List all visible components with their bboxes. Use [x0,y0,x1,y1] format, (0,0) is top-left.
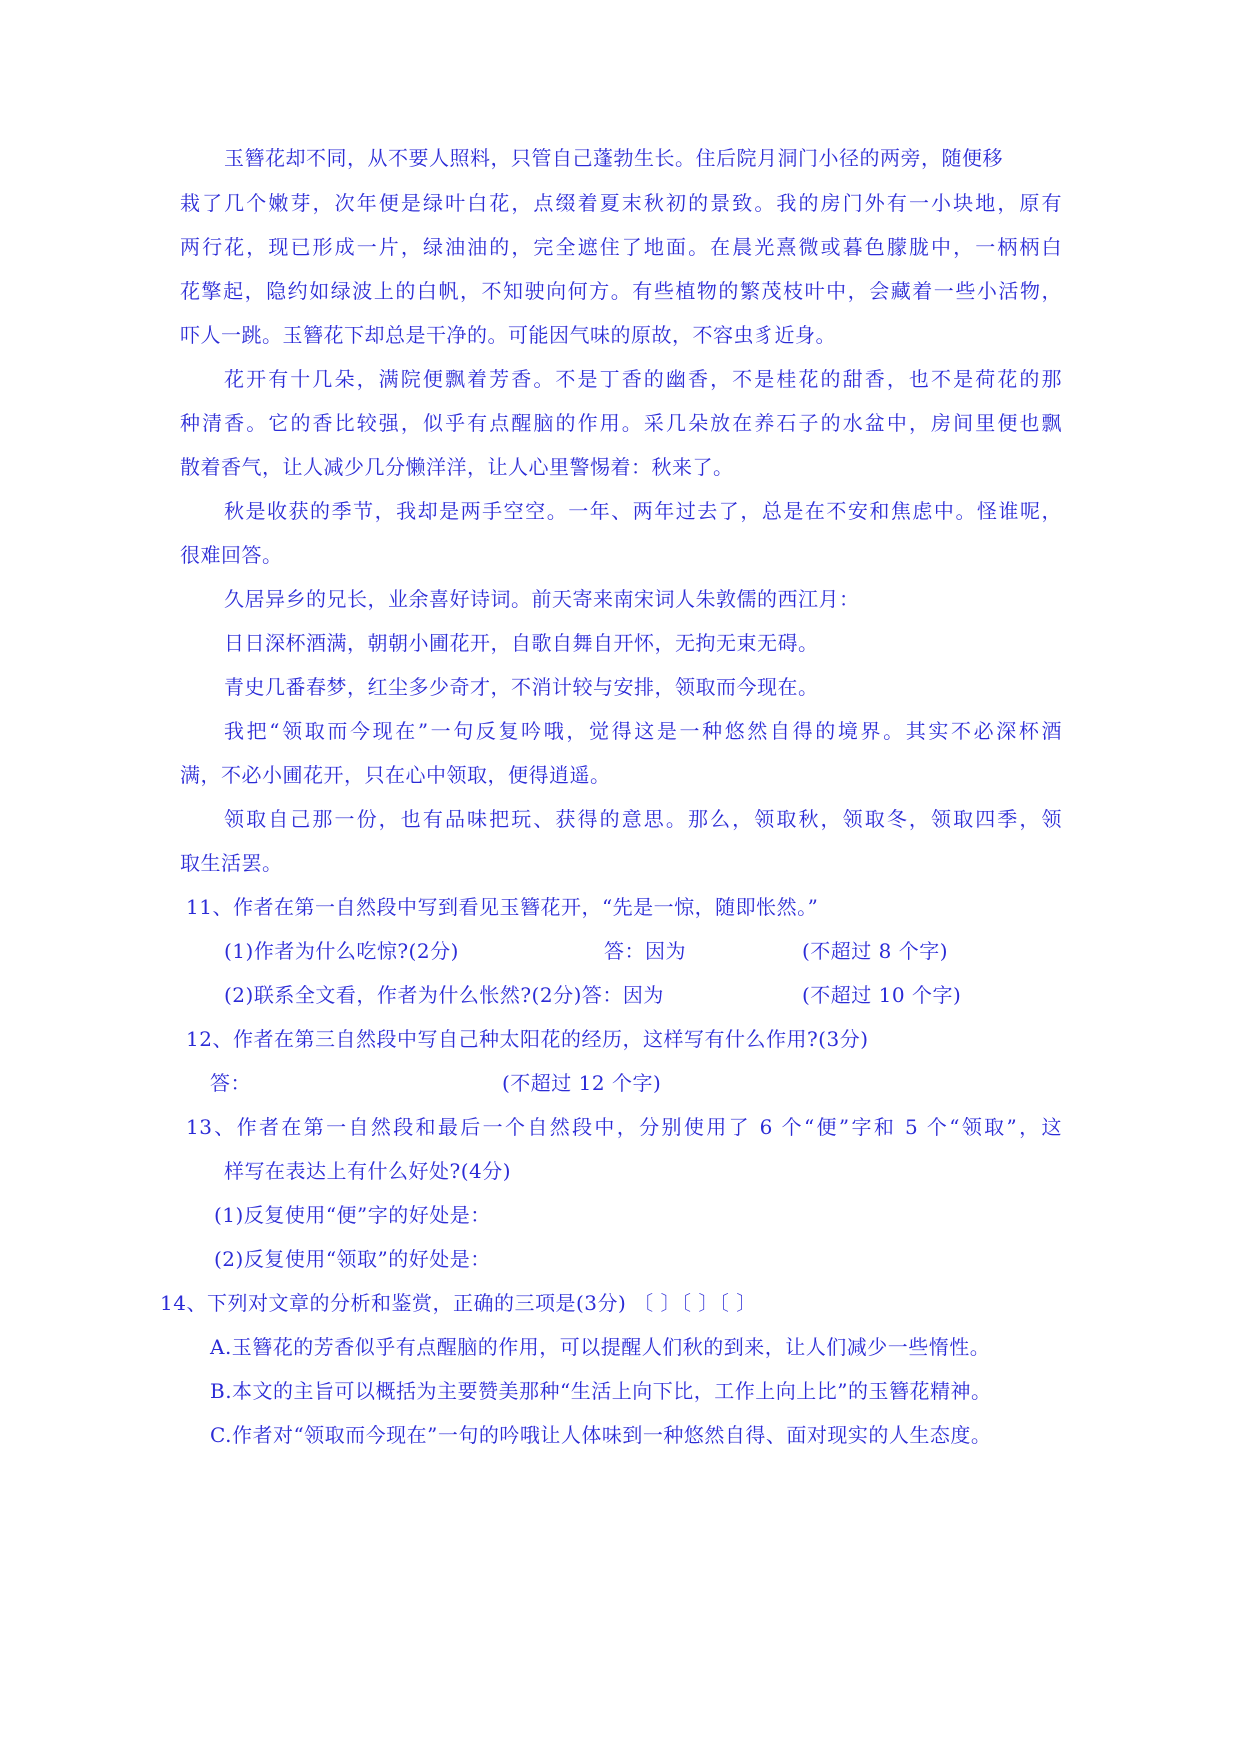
p2-line-3: 散着香气，让人减少几分懒洋洋，让人心里警惕着：秋来了。 [180,455,734,479]
q11-sub2-limit: (不超过 10 个字) [802,983,962,1007]
q14-stem: 14、下列对文章的分析和鉴赏，正确的三项是(3分) 〔 〕〔 〕〔 〕 [160,1291,757,1315]
q14-option-b: B.本文的主旨可以概括为主要赞美那种“生活上向下比，工作上向上比”的玉簪花精神。 [210,1379,992,1403]
p1-line-3: 两行花，现已形成一片，绿油油的，完全遮住了地面。在晨光熹微或暮色朦胧中，一柄柄白 [180,235,1062,259]
p6-line-1: 领取自己那一份，也有品味把玩、获得的意思。那么，领取秋，领取冬，领取四季，领 [224,807,1062,831]
p1-line-5: 吓人一跳。玉簪花下却总是干净的。可能因气味的原故，不容虫豸近身。 [180,323,836,347]
q14-option-c: C.作者对“领取而今现在”一句的吟哦让人体味到一种悠然自得、面对现实的人生态度。 [210,1423,992,1447]
p1-line-4: 花擎起，隐约如绿波上的白帆，不知驶向何方。有些植物的繁茂枝叶中，会藏着一些小活物， [180,279,1062,303]
p5-line-2: 满，不必小圃花开，只在心中领取，便得逍遥。 [180,763,611,787]
q13-stem-line-2: 样写在表达上有什么好处?(4分) [224,1159,512,1183]
q11-sub1-question: (1)作者为什么吃惊?(2分) [224,939,459,963]
q13-sub1: (1)反复使用“便”字的好处是： [214,1203,491,1227]
q14-option-a: A.玉簪花的芳香似乎有点醒脑的作用，可以提醒人们秋的到来，让人们减少一些惰性。 [210,1335,991,1359]
q11-stem: 11、作者在第一自然段中写到看见玉簪花开，“先是一惊，随即怅然。” [186,895,819,919]
q12-answer-label: 答： [210,1071,251,1095]
p3-line-1: 秋是收获的季节，我却是两手空空。一年、两年过去了，总是在不安和焦虑中。怪谁呢， [224,499,1062,523]
q11-sub2-question: (2)联系全文看，作者为什么怅然?(2分)答：因为 [224,983,664,1007]
p2-line-1: 花开有十几朵，满院便飘着芳香。不是丁香的幽香，不是桂花的甜香，也不是荷花的那 [224,367,1062,391]
poem-line-1: 日日深杯酒满，朝朝小圃花开，自歌自舞自开怀，无拘无束无碍。 [224,631,819,655]
q12-stem: 12、作者在第三自然段中写自己种太阳花的经历，这样写有什么作用?(3分) [186,1027,869,1051]
p4-line: 久居异乡的兄长，业余喜好诗词。前天寄来南宋词人朱敦儒的西江月： [224,587,860,611]
q11-sub1-answer-label: 答：因为 [604,939,686,963]
p5-line-1: 我把“领取而今现在”一句反复吟哦，觉得这是一种悠然自得的境界。其实不必深杯酒 [224,719,1062,743]
q11-sub1-limit: (不超过 8 个字) [802,939,949,963]
p3-line-2: 很难回答。 [180,543,283,567]
p1-line-2: 栽了几个嫩芽，次年便是绿叶白花，点缀着夏末秋初的景致。我的房门外有一小块地，原有 [180,191,1062,215]
p1-line-1: 玉簪花却不同，从不要人照料，只管自己蓬勃生长。住后院月洞门小径的两旁，随便移 [224,146,1003,170]
p2-line-2: 种清香。它的香比较强，似乎有点醒脑的作用。采几朵放在养石子的水盆中，房间里便也飘 [180,411,1062,435]
q13-stem-line-1: 13、作者在第一自然段和最后一个自然段中，分别使用了 6 个“便”字和 5 个“领取”，这 [186,1115,1062,1139]
poem-line-2: 青史几番春梦，红尘多少奇才，不消计较与安排，领取而今现在。 [224,675,819,699]
q13-sub2: (2)反复使用“领取”的好处是： [214,1247,491,1271]
q12-limit: (不超过 12 个字) [502,1071,662,1095]
p6-line-2: 取生活罢。 [180,851,283,875]
